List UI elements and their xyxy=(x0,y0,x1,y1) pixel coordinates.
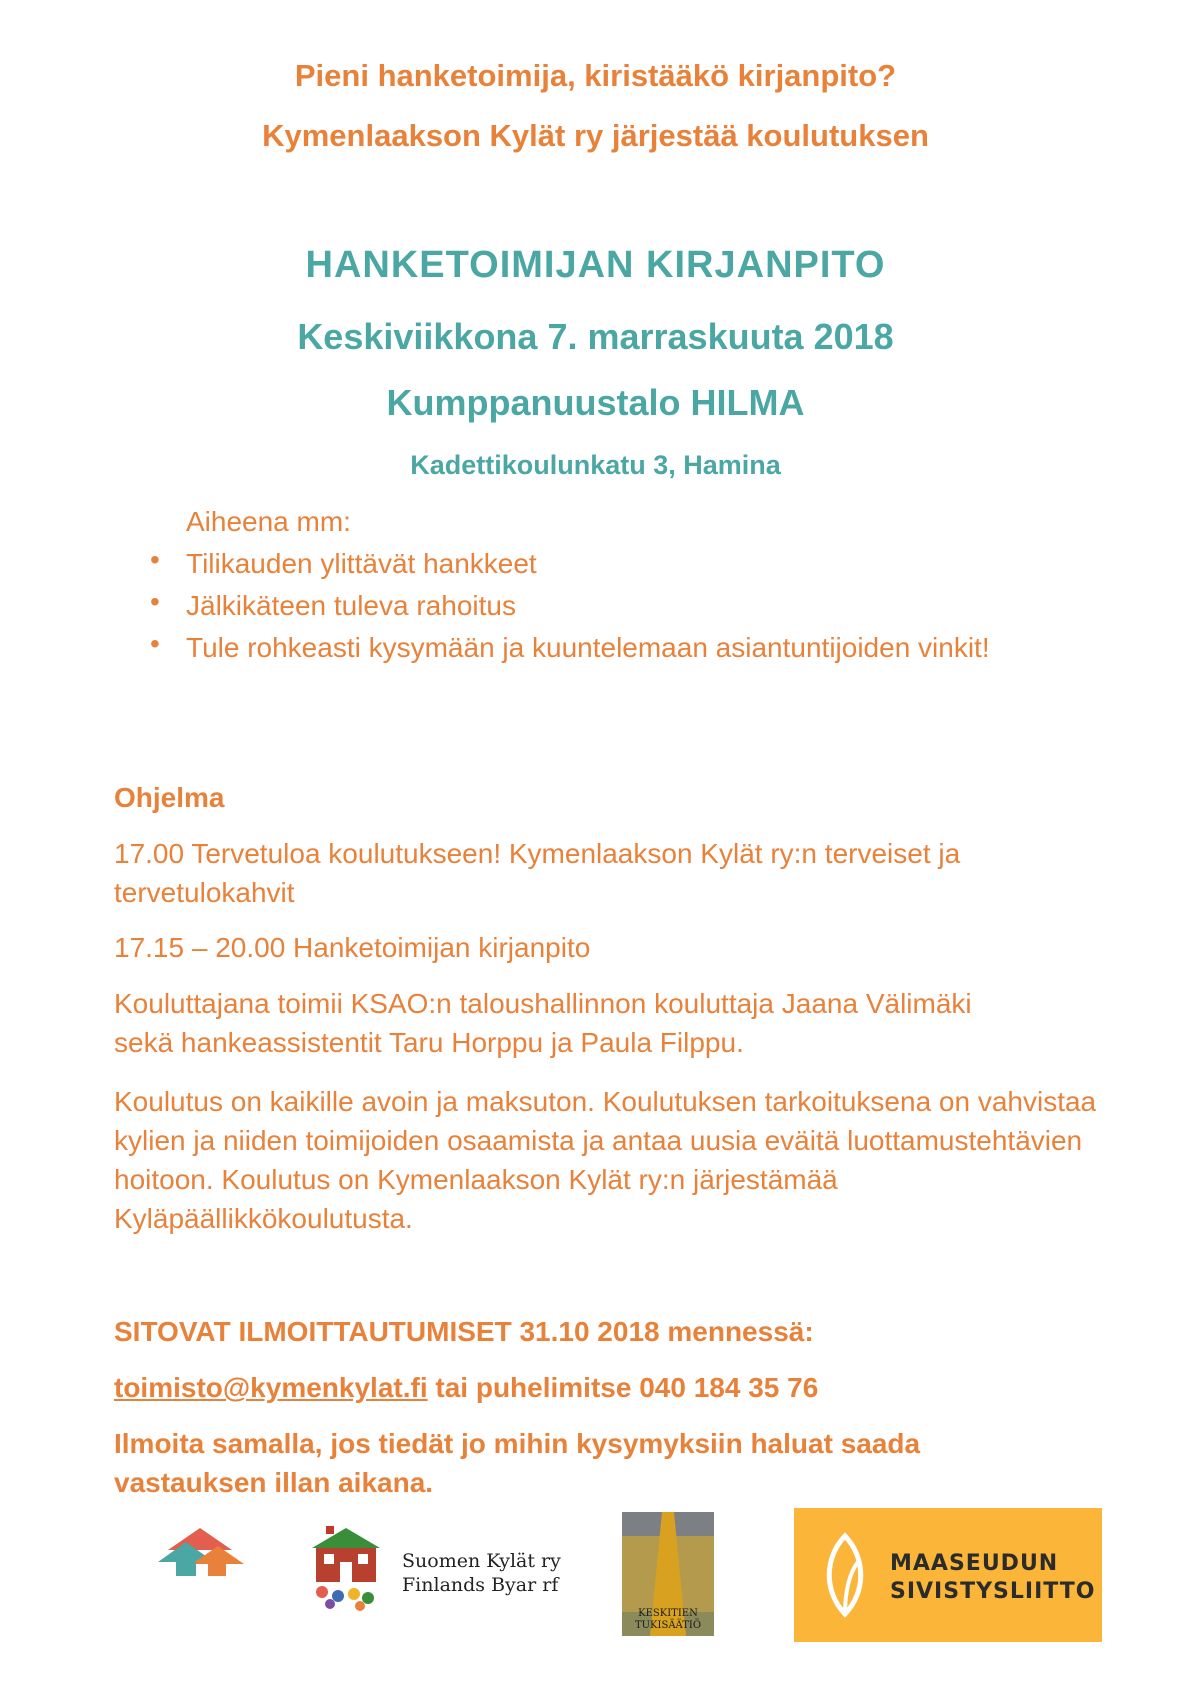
suomen-line-1: Suomen Kylät ry xyxy=(402,1550,561,1572)
event-title: HANKETOIMIJAN KIRJANPITO xyxy=(305,244,886,286)
topic-item-2: Jälkikäteen tuleva rahoitus xyxy=(186,590,516,621)
program-paragraph-1: 17.00 Tervetuloa koulutukseen! Kymenlaakson Kylät ry:n terveiset ja tervetulokahvit xyxy=(114,838,961,908)
bullet-icon: • xyxy=(150,586,160,617)
suomen-kylat-emblem xyxy=(306,1522,386,1612)
topic-item-1: Tilikauden ylittävät hankkeet xyxy=(186,548,537,579)
maaseudun-sivistysliitto-logo xyxy=(794,1508,1102,1642)
keskitien-tukisaatio-logo xyxy=(622,1512,714,1636)
leaf-icon xyxy=(820,1532,870,1618)
maaseudun-line-2: SIVISTYSLIITTO xyxy=(890,1579,1096,1604)
event-date: Keskiviikkona 7. marraskuuta 2018 xyxy=(297,316,894,357)
program-paragraph-3: Kouluttajana toimii KSAO:n taloushallinnon kouluttaja Jaana Välimäki sekä hankeassistentit Taru Horppu ja Paula Filppu. xyxy=(114,988,972,1058)
program-paragraph-2: 17.15 – 20.00 Hanketoimijan kirjanpito xyxy=(114,932,591,963)
keskitien-line-1: KESKITIEN xyxy=(638,1608,698,1619)
event-address: Kadettikoulunkatu 3, Hamina xyxy=(410,450,781,480)
program-paragraph-4: Koulutus on kaikille avoin ja maksuton. Koulutuksen tarkoituksena on vahvistaa kylien ja niiden toimijoiden osaamista ja antaa uusia eväitä luottamustehtävien hoitoon. Koulutus on Kymenlaakson Kylät ry:n järjestämää Kyläpäällikkökoulutusta. xyxy=(114,1086,1097,1234)
suomen-line-2: Finlands Byar rf xyxy=(402,1574,559,1596)
bullet-icon: • xyxy=(150,628,160,659)
header-line-1: Pieni hanketoimija, kiristääkö kirjanpito? xyxy=(294,58,897,93)
topics-intro: Aiheena mm: xyxy=(186,506,351,537)
suomen-kylat-text xyxy=(402,1550,572,1596)
school-house-icon xyxy=(306,1522,386,1612)
phone-text: tai puhelimitse 040 184 35 76 xyxy=(427,1372,819,1403)
event-venue: Kumppanuustalo HILMA xyxy=(386,382,805,423)
header-line-2: Kymenlaakson Kylät ry järjestää koulutuksen xyxy=(262,118,929,153)
email-link[interactable]: toimisto@kymenkylat.fi xyxy=(114,1372,428,1403)
keskitien-line-2: TUKISÄÄTIÖ xyxy=(634,1620,702,1631)
program-heading: Ohjelma xyxy=(114,782,225,813)
topic-item-3: Tule rohkeasti kysymään ja kuuntelemaan asiantuntijoiden vinkit! xyxy=(186,632,990,663)
registration-deadline: SITOVAT ILMOITTAUTUMISET 31.10 2018 mennessä: xyxy=(114,1316,814,1347)
kymenlaakson-kylat-logo xyxy=(140,1520,260,1620)
maaseudun-line-1: MAASEUDUN xyxy=(890,1551,1059,1576)
registration-note: Ilmoita samalla, jos tiedät jo mihin kysymyksiin haluat saada vastauksen illan aikana. xyxy=(114,1428,921,1498)
registration-contact xyxy=(114,1368,1084,1407)
village-roofs-icon xyxy=(140,1520,260,1578)
bullet-icon: • xyxy=(150,544,160,575)
